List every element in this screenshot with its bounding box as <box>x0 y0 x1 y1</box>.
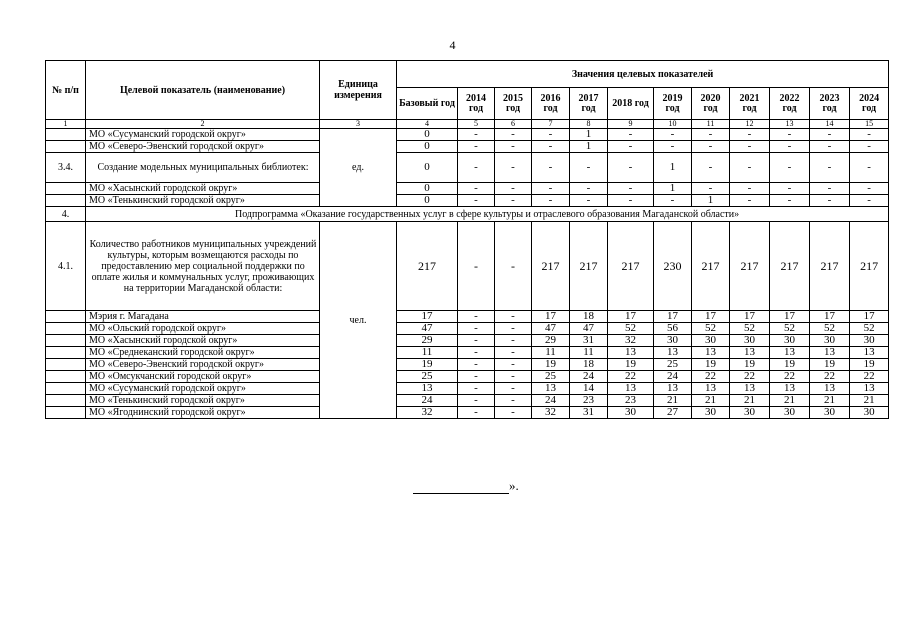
row-value: 17 <box>692 311 730 323</box>
row-value: 217 <box>692 222 730 311</box>
row-value: 24 <box>397 395 458 407</box>
row-value: - <box>608 183 654 195</box>
row-value: 13 <box>692 383 730 395</box>
row-indicator-name: МО «Ольский городской округ» <box>86 323 320 335</box>
column-index: 6 <box>495 120 532 129</box>
row-value: - <box>608 153 654 183</box>
row-value: - <box>692 183 730 195</box>
row-value: - <box>532 183 570 195</box>
header-year: 2016 год <box>532 88 570 120</box>
row-value: - <box>810 153 850 183</box>
row-value: 17 <box>608 311 654 323</box>
subprogram-number: 4. <box>46 207 86 222</box>
row-value: 13 <box>730 347 770 359</box>
row-value: - <box>495 359 532 371</box>
row-value: 31 <box>570 407 608 419</box>
table-row <box>46 153 889 183</box>
row-value: 30 <box>810 335 850 347</box>
row-value: 217 <box>730 222 770 311</box>
row-value: - <box>810 129 850 141</box>
row-indicator-name: МО «Сусуманский городской округ» <box>86 383 320 395</box>
row-indicator-name: МО «Сусуманский городской округ» <box>86 129 320 141</box>
row-unit: чел. <box>320 222 397 419</box>
row-value: - <box>532 195 570 207</box>
row-value: 23 <box>608 395 654 407</box>
row-indicator-name: МО «Среднеканский городской округ» <box>86 347 320 359</box>
row-value: 56 <box>654 323 692 335</box>
row-value: - <box>458 129 495 141</box>
row-value: 217 <box>770 222 810 311</box>
row-value: 47 <box>570 323 608 335</box>
row-number <box>46 347 86 359</box>
row-value: 24 <box>532 395 570 407</box>
row-value: 22 <box>730 371 770 383</box>
row-value: 30 <box>770 407 810 419</box>
footer-closing <box>413 478 519 494</box>
row-indicator-name: МО «Тенькинский городской округ» <box>86 395 320 407</box>
row-value: - <box>692 153 730 183</box>
row-value: - <box>570 195 608 207</box>
row-value: 21 <box>654 395 692 407</box>
row-value: 17 <box>770 311 810 323</box>
row-value: 30 <box>850 407 889 419</box>
row-value: 0 <box>397 195 458 207</box>
column-index: 13 <box>770 120 810 129</box>
row-value: - <box>570 183 608 195</box>
row-value: - <box>458 407 495 419</box>
row-value: 0 <box>397 141 458 153</box>
row-value: 13 <box>654 347 692 359</box>
row-value: 17 <box>397 311 458 323</box>
row-value: - <box>458 153 495 183</box>
row-value: 21 <box>810 395 850 407</box>
row-value: 19 <box>608 359 654 371</box>
row-value: 24 <box>654 371 692 383</box>
row-value: - <box>810 183 850 195</box>
row-value: 25 <box>397 371 458 383</box>
row-value: 17 <box>654 311 692 323</box>
row-value: - <box>730 129 770 141</box>
table-row <box>46 347 889 359</box>
row-value: 30 <box>654 335 692 347</box>
header-year: 2019 год <box>654 88 692 120</box>
row-value: 22 <box>692 371 730 383</box>
row-number <box>46 395 86 407</box>
column-index: 14 <box>810 120 850 129</box>
row-number <box>46 335 86 347</box>
row-value: 11 <box>570 347 608 359</box>
column-index: 15 <box>850 120 889 129</box>
signature-line <box>413 481 509 494</box>
row-value: 19 <box>770 359 810 371</box>
row-value: - <box>495 335 532 347</box>
row-value: 19 <box>532 359 570 371</box>
row-value: 27 <box>654 407 692 419</box>
row-value: 19 <box>850 359 889 371</box>
row-value: - <box>458 141 495 153</box>
row-value: - <box>850 129 889 141</box>
header-year: Базовый год <box>397 88 458 120</box>
row-value: - <box>850 141 889 153</box>
row-value: 13 <box>397 383 458 395</box>
column-index: 3 <box>320 120 397 129</box>
row-value: - <box>770 141 810 153</box>
header-indicator: Целевой показатель (наименование) <box>86 61 320 120</box>
row-unit: ед. <box>320 129 397 207</box>
row-value: 32 <box>397 407 458 419</box>
row-indicator-name: Создание модельных муниципальных библиотек: <box>86 153 320 183</box>
row-value: 30 <box>608 407 654 419</box>
target-indicators-table <box>45 60 889 419</box>
row-value: - <box>458 183 495 195</box>
header-year: 2022 год <box>770 88 810 120</box>
row-value: 21 <box>692 395 730 407</box>
row-value: 47 <box>397 323 458 335</box>
row-value: 47 <box>532 323 570 335</box>
row-value: 13 <box>770 383 810 395</box>
row-value: 30 <box>730 407 770 419</box>
column-index: 9 <box>608 120 654 129</box>
row-value: 1 <box>654 153 692 183</box>
row-value: - <box>458 323 495 335</box>
table-row <box>46 141 889 153</box>
row-value: 0 <box>397 153 458 183</box>
row-value: 1 <box>570 129 608 141</box>
row-value: 217 <box>570 222 608 311</box>
row-number <box>46 141 86 153</box>
row-value: 19 <box>810 359 850 371</box>
row-value: 19 <box>692 359 730 371</box>
row-value: - <box>654 129 692 141</box>
row-indicator-name: Мэрия г. Магадана <box>86 311 320 323</box>
row-indicator-name: МО «Северо-Эвенский городской округ» <box>86 141 320 153</box>
row-value: - <box>608 129 654 141</box>
row-value: - <box>495 407 532 419</box>
row-indicator-name: МО «Хасынский городской округ» <box>86 335 320 347</box>
row-value: 21 <box>730 395 770 407</box>
row-value: - <box>770 129 810 141</box>
table-row <box>46 195 889 207</box>
row-value: 13 <box>608 383 654 395</box>
row-value: - <box>570 153 608 183</box>
column-index: 8 <box>570 120 608 129</box>
row-value: 52 <box>770 323 810 335</box>
row-value: - <box>810 141 850 153</box>
row-value: - <box>495 183 532 195</box>
row-value: 13 <box>608 347 654 359</box>
row-value: - <box>495 347 532 359</box>
row-value: 52 <box>608 323 654 335</box>
row-number <box>46 383 86 395</box>
row-value: - <box>850 183 889 195</box>
row-indicator-name: МО «Северо-Эвенский городской округ» <box>86 359 320 371</box>
row-value: - <box>458 383 495 395</box>
row-value: - <box>532 129 570 141</box>
row-value: 30 <box>770 335 810 347</box>
row-value: 22 <box>770 371 810 383</box>
row-value: - <box>730 141 770 153</box>
row-value: 13 <box>730 383 770 395</box>
row-value: 11 <box>397 347 458 359</box>
row-value: 17 <box>730 311 770 323</box>
header-year: 2020 год <box>692 88 730 120</box>
row-value: 13 <box>810 347 850 359</box>
row-value: 230 <box>654 222 692 311</box>
row-value: - <box>458 222 495 311</box>
row-value: 217 <box>850 222 889 311</box>
row-value: - <box>495 129 532 141</box>
row-value: 52 <box>730 323 770 335</box>
row-value: 24 <box>570 371 608 383</box>
row-value: - <box>532 153 570 183</box>
row-value: - <box>458 395 495 407</box>
row-value: 13 <box>850 383 889 395</box>
subprogram-row <box>46 207 889 222</box>
row-value: - <box>495 141 532 153</box>
table-row <box>46 359 889 371</box>
column-index: 11 <box>692 120 730 129</box>
row-value: 32 <box>532 407 570 419</box>
row-value: 13 <box>532 383 570 395</box>
column-index: 1 <box>46 120 86 129</box>
row-number <box>46 195 86 207</box>
header-year: 2018 год <box>608 88 654 120</box>
row-value: - <box>495 311 532 323</box>
header-year: 2023 год <box>810 88 850 120</box>
table-row <box>46 383 889 395</box>
row-number: 3.4. <box>46 153 86 183</box>
row-value: 13 <box>850 347 889 359</box>
row-value: - <box>730 153 770 183</box>
column-index: 7 <box>532 120 570 129</box>
row-value: 23 <box>570 395 608 407</box>
row-value: - <box>770 183 810 195</box>
row-value: - <box>850 153 889 183</box>
row-value: - <box>495 395 532 407</box>
row-value: 30 <box>692 407 730 419</box>
row-value: - <box>692 129 730 141</box>
row-value: 21 <box>850 395 889 407</box>
row-value: 21 <box>770 395 810 407</box>
column-index: 10 <box>654 120 692 129</box>
row-value: - <box>495 153 532 183</box>
header-year: 2015 год <box>495 88 532 120</box>
table-row <box>46 407 889 419</box>
row-value: - <box>495 383 532 395</box>
column-index: 2 <box>86 120 320 129</box>
subprogram-title: Подпрограмма «Оказание государственных услуг в сфере культуры и отраслевого образования Магаданской области» <box>86 207 889 222</box>
row-value: 22 <box>810 371 850 383</box>
row-value: 22 <box>608 371 654 383</box>
header-values-group: Значения целевых показателей <box>397 61 889 88</box>
row-number <box>46 407 86 419</box>
row-value: 13 <box>692 347 730 359</box>
row-indicator-name: МО «Ягоднинский городской округ» <box>86 407 320 419</box>
row-value: 1 <box>570 141 608 153</box>
row-value: - <box>458 347 495 359</box>
row-value: - <box>608 141 654 153</box>
header-year: 2024 год <box>850 88 889 120</box>
table-row <box>46 311 889 323</box>
row-value: 30 <box>850 335 889 347</box>
table-row <box>46 222 889 311</box>
table-row <box>46 335 889 347</box>
row-value: 17 <box>532 311 570 323</box>
row-indicator-name: МО «Хасынский городской округ» <box>86 183 320 195</box>
table-row <box>46 371 889 383</box>
row-value: - <box>654 141 692 153</box>
row-value: - <box>810 195 850 207</box>
header-year: 2017 год <box>570 88 608 120</box>
column-index: 12 <box>730 120 770 129</box>
table-row <box>46 129 889 141</box>
row-indicator-name: Количество работников муниципальных учреждений культуры, которым возмещаются расходы по предоставлению мер социальной поддержки по оплате жилья и коммунальных услуг, проживающих на территории Магаданской области: <box>86 222 320 311</box>
row-value: 0 <box>397 183 458 195</box>
column-index: 4 <box>397 120 458 129</box>
row-value: 13 <box>770 347 810 359</box>
row-value: - <box>770 153 810 183</box>
row-value: - <box>458 311 495 323</box>
row-value: 52 <box>850 323 889 335</box>
row-value: 17 <box>850 311 889 323</box>
row-number <box>46 371 86 383</box>
row-value: 14 <box>570 383 608 395</box>
row-value: - <box>495 195 532 207</box>
row-value: - <box>495 323 532 335</box>
row-value: - <box>730 183 770 195</box>
row-value: - <box>692 141 730 153</box>
row-value: 32 <box>608 335 654 347</box>
row-value: 1 <box>692 195 730 207</box>
row-value: - <box>730 195 770 207</box>
row-value: 217 <box>397 222 458 311</box>
row-value: - <box>654 195 692 207</box>
row-value: - <box>850 195 889 207</box>
row-value: - <box>770 195 810 207</box>
header-year: 2021 год <box>730 88 770 120</box>
row-value: 217 <box>608 222 654 311</box>
row-value: 18 <box>570 311 608 323</box>
header-year: 2014 год <box>458 88 495 120</box>
row-number: 4.1. <box>46 222 86 311</box>
row-value: 13 <box>654 383 692 395</box>
row-value: 17 <box>810 311 850 323</box>
row-value: 13 <box>810 383 850 395</box>
row-value: - <box>458 371 495 383</box>
row-value: 19 <box>397 359 458 371</box>
column-index: 5 <box>458 120 495 129</box>
row-value: 22 <box>850 371 889 383</box>
row-value: 217 <box>810 222 850 311</box>
row-number <box>46 359 86 371</box>
row-value: - <box>532 141 570 153</box>
row-value: 19 <box>730 359 770 371</box>
row-value: - <box>495 222 532 311</box>
row-value: 217 <box>532 222 570 311</box>
row-value: 0 <box>397 129 458 141</box>
row-number <box>46 129 86 141</box>
table-row <box>46 183 889 195</box>
row-value: 31 <box>570 335 608 347</box>
header-num: № п/п <box>46 61 86 120</box>
page-number: 4 <box>449 38 456 52</box>
row-value: 52 <box>810 323 850 335</box>
row-value: - <box>458 359 495 371</box>
row-indicator-name: МО «Тенькинский городской округ» <box>86 195 320 207</box>
row-value: - <box>495 371 532 383</box>
header-unit: Единица измерения <box>320 61 397 120</box>
row-indicator-name: МО «Омсукчанский городской округ» <box>86 371 320 383</box>
table-row <box>46 395 889 407</box>
row-value: 29 <box>397 335 458 347</box>
closing-quote: ». <box>509 478 519 493</box>
row-value: 25 <box>532 371 570 383</box>
row-number <box>46 311 86 323</box>
row-value: 25 <box>654 359 692 371</box>
row-value: 18 <box>570 359 608 371</box>
row-value: - <box>458 195 495 207</box>
row-value: 11 <box>532 347 570 359</box>
row-value: 30 <box>810 407 850 419</box>
row-value: - <box>458 335 495 347</box>
row-value: 1 <box>654 183 692 195</box>
table-row <box>46 323 889 335</box>
row-value: 30 <box>730 335 770 347</box>
row-value: - <box>608 195 654 207</box>
row-number <box>46 183 86 195</box>
row-number <box>46 323 86 335</box>
row-value: 52 <box>692 323 730 335</box>
row-value: 30 <box>692 335 730 347</box>
row-value: 29 <box>532 335 570 347</box>
